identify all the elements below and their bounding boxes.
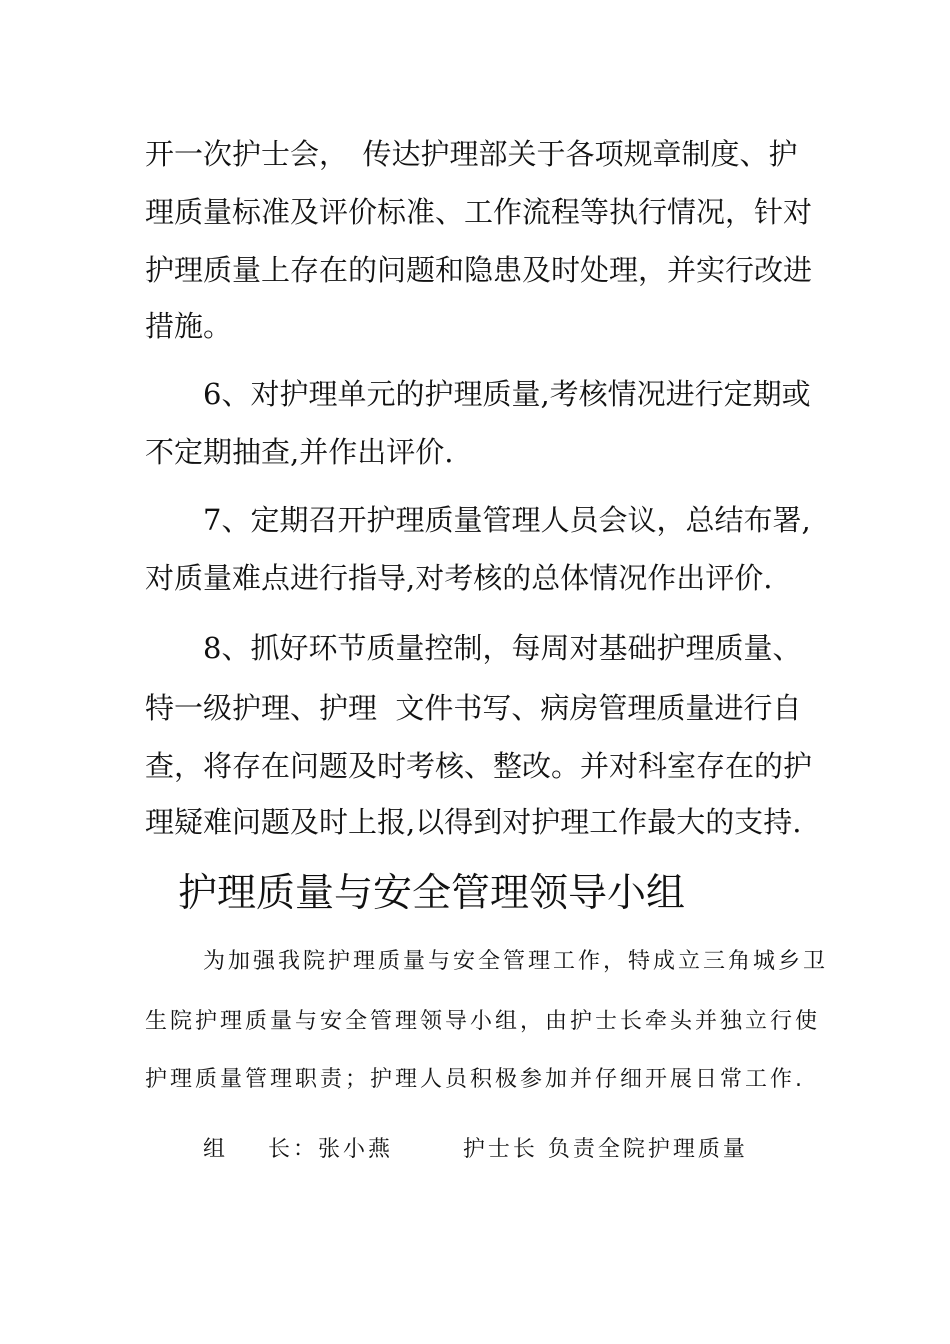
paragraph-1-line-1: 开一次护士会， 传达护理部关于各项规章制度、护 [145, 137, 798, 171]
intro-line-1: 为加强我院护理质量与安全管理工作，特成立三角城乡卫 [203, 949, 829, 974]
leader-line: 组 长：张小燕 护士长 负责全院护理质量 [203, 1137, 748, 1162]
paragraph-1-line-4: 措施。 [145, 309, 233, 343]
paragraph-7-line-1: 7、定期召开护理质量管理人员会议，总结布署, [203, 503, 811, 537]
paragraph-8-line-3: 查，将存在问题及时考核、整改。并对科室存在的护 [145, 749, 813, 783]
section-title: 护理质量与安全管理领导小组 [178, 871, 686, 916]
paragraph-6-line-1: 6、对护理单元的护理质量,考核情况进行定期或 [203, 377, 811, 411]
paragraph-6-line-2: 不定期抽查,并作出评价. [145, 435, 454, 469]
paragraph-8-line-2: 特一级护理、护理 文件书写、病房管理质量进行自 [145, 691, 802, 725]
paragraph-8-line-4: 理疑难问题及时上报,以得到对护理工作最大的支持. [145, 805, 802, 839]
paragraph-1-line-2: 理质量标准及评价标准、工作流程等执行情况，针对 [145, 195, 813, 229]
paragraph-1-line-3: 护理质量上存在的问题和隐患及时处理，并实行改进 [145, 253, 813, 287]
intro-line-2: 生院护理质量与安全管理领导小组，由护士长牵头并独立行使 [145, 1009, 821, 1034]
paragraph-8-line-1: 8、抓好环节质量控制，每周对基础护理质量、 [203, 631, 802, 665]
intro-line-3: 护理质量管理职责；护理人员积极参加并仔细开展日常工作. [145, 1067, 805, 1092]
paragraph-7-line-2: 对质量难点进行指导,对考核的总体情况作出评价. [145, 561, 773, 595]
